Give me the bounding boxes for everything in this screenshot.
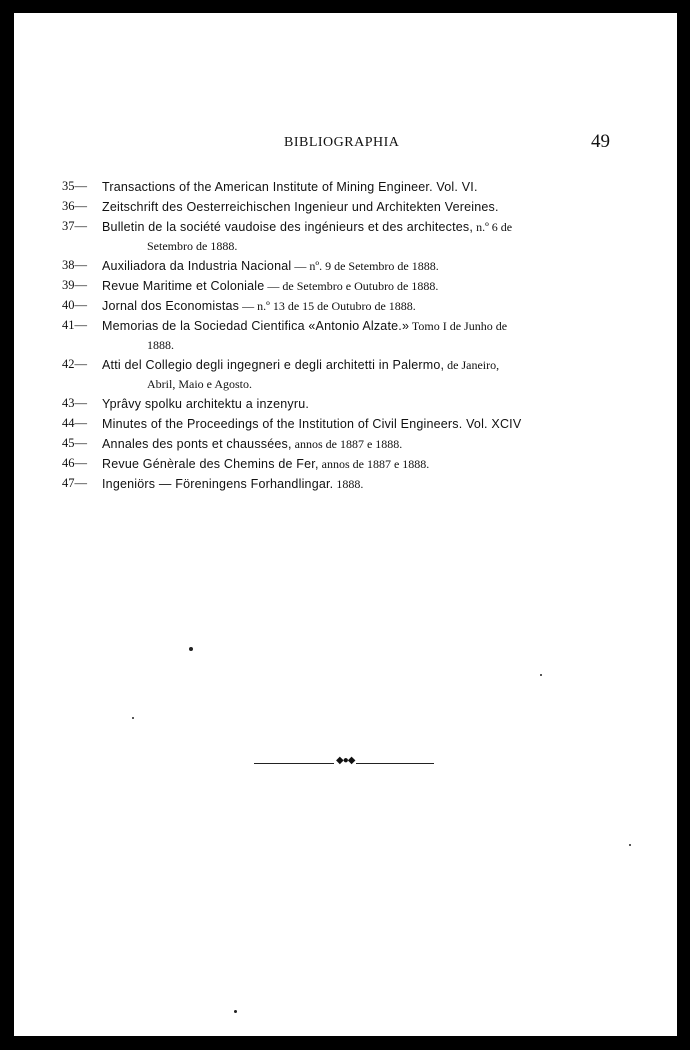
ornament-diamonds-icon: ◆●◆ bbox=[336, 755, 355, 766]
entry-number: 46— bbox=[62, 456, 87, 470]
entry-number: 45— bbox=[62, 436, 87, 450]
entry-number: 36— bbox=[62, 199, 87, 213]
entry-number: 35— bbox=[62, 179, 87, 193]
entry-detail: 1888. bbox=[333, 477, 364, 491]
entry-title: Revue Génèrale des Chemins de Fer, bbox=[102, 457, 319, 471]
print-speck bbox=[540, 674, 542, 676]
entry-number: 42— bbox=[62, 357, 87, 371]
entry-continuation: Abril, Maio e Agosto. bbox=[147, 377, 252, 391]
list-item bbox=[62, 217, 622, 256]
entry-detail: de Janeiro, bbox=[444, 358, 500, 372]
print-speck bbox=[189, 647, 193, 651]
entry-title: Annales des ponts et chaussées, bbox=[102, 437, 292, 451]
entry-title: Bulletin de la société vaudoise des ingénieurs et des architectes, bbox=[102, 220, 474, 234]
entry-title: Transactions of the American Institute of Mining Engineer. Vol. VI. bbox=[102, 180, 478, 194]
list-item bbox=[62, 276, 622, 296]
entry-detail: n.º 6 de bbox=[473, 220, 513, 234]
page-number: 49 bbox=[591, 131, 610, 152]
entry-detail: annos de 1887 e 1888. bbox=[318, 457, 430, 471]
section-divider-ornament bbox=[254, 757, 434, 769]
entry-title: Memorias de la Sociedad Cientifica «Antonio Alzate.» bbox=[102, 319, 410, 333]
entry-title: Jornal dos Economistas bbox=[102, 299, 240, 313]
list-item bbox=[62, 177, 622, 197]
entry-number: 41— bbox=[62, 318, 87, 332]
entry-title: Atti del Collegio degli ingegneri e degli architetti in Palermo, bbox=[102, 358, 445, 372]
entry-title: Revue Maritime et Coloniale bbox=[102, 279, 265, 293]
divider-line-left bbox=[254, 763, 334, 764]
entry-number: 38— bbox=[62, 258, 87, 272]
entry-title: Ingeniörs — Föreningens Forhandlingar. bbox=[102, 477, 334, 491]
entry-detail: — de Setembro e Outubro de 1888. bbox=[264, 279, 439, 293]
entry-detail: — nº. 9 de Setembro de 1888. bbox=[291, 259, 439, 273]
entry-title: Auxiliadora da Industria Nacional bbox=[102, 259, 292, 273]
entry-detail: — n.º 13 de 15 de Outubro de 1888. bbox=[239, 299, 416, 313]
list-item bbox=[62, 414, 622, 434]
print-speck bbox=[629, 844, 631, 846]
entry-continuation: 1888. bbox=[147, 338, 174, 352]
entry-title: Minutes of the Proceedings of the Institution of Civil Engineers. Vol. XCIV bbox=[102, 417, 522, 431]
entry-number: 47— bbox=[62, 476, 87, 490]
list-item bbox=[62, 355, 622, 394]
entry-title: Zeitschrift des Oesterreichischen Ingenieur und Architekten Vereines. bbox=[102, 200, 499, 214]
running-head bbox=[14, 131, 677, 155]
list-item bbox=[62, 474, 622, 494]
entry-title: Yprâvy spolku architektu a inzenyru. bbox=[102, 397, 310, 411]
print-speck bbox=[132, 717, 134, 719]
list-item bbox=[62, 197, 622, 217]
list-item bbox=[62, 454, 622, 474]
page-title: BIBLIOGRAPHIA bbox=[284, 135, 400, 150]
list-item bbox=[62, 434, 622, 454]
print-speck bbox=[234, 1010, 237, 1013]
list-item bbox=[62, 296, 622, 316]
list-item bbox=[62, 316, 622, 355]
divider-line-right bbox=[356, 763, 434, 764]
entry-detail: annos de 1887 e 1888. bbox=[291, 437, 403, 451]
entry-detail: Tomo I de Junho de bbox=[409, 319, 508, 333]
entry-number: 37— bbox=[62, 219, 87, 233]
entry-number: 39— bbox=[62, 278, 87, 292]
entry-number: 40— bbox=[62, 298, 87, 312]
entry-number: 43— bbox=[62, 396, 87, 410]
entry-number: 44— bbox=[62, 416, 87, 430]
document-page bbox=[14, 13, 677, 1036]
entry-continuation: Setembro de 1888. bbox=[147, 239, 238, 253]
bibliography-list bbox=[62, 177, 622, 494]
list-item bbox=[62, 394, 622, 414]
list-item bbox=[62, 256, 622, 276]
